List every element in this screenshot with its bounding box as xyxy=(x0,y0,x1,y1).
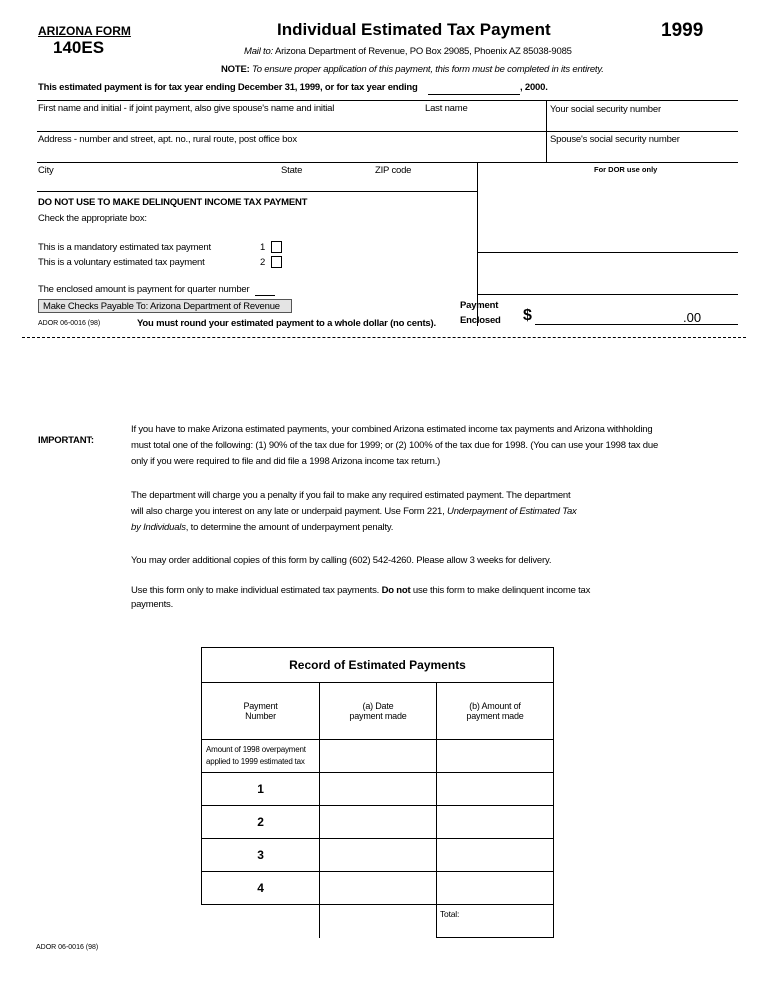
para4-line-1 xyxy=(131,583,590,599)
payment-label-1: Payment xyxy=(460,300,499,311)
dollar-sign: $ xyxy=(523,307,532,324)
rule-vertical-ssn xyxy=(546,100,547,162)
table-row xyxy=(202,839,554,872)
amount-cell[interactable] xyxy=(437,773,554,806)
note-label: NOTE: xyxy=(221,64,250,75)
payment-number: 4 xyxy=(202,872,320,905)
amount-cell[interactable] xyxy=(437,839,554,872)
col-header-payment xyxy=(202,683,320,740)
para2-line-1: The department will charge you a penalty if you fail to make any required estimated payment. The department xyxy=(131,490,571,501)
date-cell[interactable] xyxy=(320,872,437,905)
mail-to-line xyxy=(244,46,572,57)
para2-line-2a: will also charge you interest on any late or underpaid payment. Use Form 221, xyxy=(131,506,445,517)
form-221-title: Underpayment of Estimated Tax xyxy=(447,506,577,517)
col-header-date xyxy=(320,683,437,740)
state-label: State xyxy=(281,165,303,176)
check-box-label: Check the appropriate box: xyxy=(38,213,147,224)
payment-label-2: Enclosed xyxy=(460,315,501,326)
mandatory-checkbox[interactable] xyxy=(271,241,282,253)
mandatory-label: This is a mandatory estimated tax payment xyxy=(38,242,211,253)
zip-label: ZIP code xyxy=(375,165,412,176)
col-date-line-1: (a) Date xyxy=(362,701,394,711)
date-cell[interactable] xyxy=(320,773,437,806)
tax-year-suffix: , 2000. xyxy=(520,82,548,93)
instructions-paragraph-1 xyxy=(131,422,658,470)
amount-cell[interactable] xyxy=(437,872,554,905)
para4-line-1a: Use this form only to make individual estimated tax payments. xyxy=(131,585,380,596)
para1-line-3: only if you were required to file and did file a 1998 Arizona income tax return.) xyxy=(131,456,441,467)
payment-number: 1 xyxy=(202,773,320,806)
form-number: 140ES xyxy=(53,38,105,57)
date-cell[interactable] xyxy=(320,839,437,872)
para2-line-3b: , to determine the amount of underpayment penalty. xyxy=(185,522,394,533)
para4-line-1c: use this form to make delinquent income tax xyxy=(412,585,591,596)
record-title: Record of Estimated Payments xyxy=(202,648,554,683)
delinquent-heading: DO NOT USE TO MAKE DELINQUENT INCOME TAX PAYMENT xyxy=(38,197,308,208)
record-table xyxy=(201,647,554,938)
table-row xyxy=(202,806,554,839)
col-payment-line-1: Payment xyxy=(243,701,278,711)
voluntary-label: This is a voluntary estimated tax payment xyxy=(38,257,205,268)
payment-number: 3 xyxy=(202,839,320,872)
cents-label: .00 xyxy=(683,310,702,325)
form-year: 1999 xyxy=(661,20,704,41)
quarter-field[interactable] xyxy=(255,295,275,296)
table-row xyxy=(202,773,554,806)
instructions-paragraph-3: You may order additional copies of this form by calling (602) 542-4260. Please allow 3 weeks for delivery. xyxy=(131,555,552,566)
first-name-label: First name and initial - if joint payment, also give spouse's name and initial xyxy=(38,103,335,114)
overpay-line-1: Amount of 1998 overpayment xyxy=(206,745,306,754)
rule-city xyxy=(37,191,477,192)
footer-code: ADOR 06-0016 (98) xyxy=(36,944,99,951)
para2-line-2 xyxy=(131,504,577,520)
form-221-title-cont: by Individuals xyxy=(131,522,186,533)
col-amount-line-1: (b) Amount of xyxy=(469,701,521,711)
overpayment-date-cell[interactable] xyxy=(320,740,437,773)
ssn-label: Your social security number xyxy=(550,104,661,115)
rule-dor-2 xyxy=(477,294,738,295)
col-payment-line-2: Number xyxy=(245,711,276,721)
total-cell[interactable] xyxy=(437,905,554,938)
form-label: ARIZONA FORM xyxy=(38,24,131,38)
col-header-amount xyxy=(437,683,554,740)
total-spacer-2 xyxy=(320,905,437,938)
col-date-line-2: payment made xyxy=(349,711,407,721)
note-line xyxy=(221,64,604,75)
tax-year-prefix: This estimated payment is for tax year ending December 31, 1999, or for tax year ending xyxy=(38,82,418,93)
para4-line-2: payments. xyxy=(131,599,174,610)
last-name-label: Last name xyxy=(425,103,468,114)
table-row xyxy=(202,872,554,905)
date-cell[interactable] xyxy=(320,806,437,839)
instructions-paragraph-4 xyxy=(131,583,590,613)
amount-cell[interactable] xyxy=(437,806,554,839)
payable-box: Make Checks Payable To: Arizona Department of Revenue xyxy=(38,299,292,313)
instructions-paragraph-2 xyxy=(131,488,577,536)
spouse-ssn-label: Spouse's social security number xyxy=(550,134,680,145)
cut-line xyxy=(22,337,746,338)
ador-code: ADOR 06-0016 (98) xyxy=(38,320,101,327)
para2-line-3 xyxy=(131,520,577,536)
para1-line-2: must total one of the following: (1) 90% of the tax due for 1999; or (2) 100% of the tax due for 1998. (You can use your 1998 tax due xyxy=(131,440,659,451)
para1-line-1: If you have to make Arizona estimated payments, your combined Arizona estimated income tax payments and Arizona withholding xyxy=(131,424,653,435)
payment-number: 2 xyxy=(202,806,320,839)
round-note: You must round your estimated payment to a whole dollar (no cents). xyxy=(137,318,436,329)
quarter-label: The enclosed amount is payment for quarter number xyxy=(38,284,250,295)
do-not-emphasis: Do not xyxy=(381,585,411,596)
note-text: To ensure proper application of this payment, this form must be completed in its entirety. xyxy=(252,64,604,75)
mail-to-address: Arizona Department of Revenue, PO Box 29085, Phoenix AZ 85038-9085 xyxy=(274,46,572,57)
payment-amount-field[interactable] xyxy=(535,324,738,325)
dor-use-label: For DOR use only xyxy=(594,165,658,174)
total-spacer xyxy=(202,905,320,938)
overpayment-label xyxy=(202,740,320,773)
mandatory-number: 1 xyxy=(260,242,266,253)
rule-dor-1 xyxy=(477,252,738,253)
total-label: Total: xyxy=(440,909,460,919)
tax-year-ending-field[interactable] xyxy=(428,94,520,95)
voluntary-checkbox[interactable] xyxy=(271,256,282,268)
page-title: Individual Estimated Tax Payment xyxy=(277,20,551,39)
address-label: Address - number and street, apt. no., rural route, post office box xyxy=(38,134,297,145)
overpayment-amount-cell[interactable] xyxy=(437,740,554,773)
overpay-line-2: applied to 1999 estimated tax xyxy=(206,757,305,766)
rule-top xyxy=(37,100,738,101)
voluntary-number: 2 xyxy=(260,257,266,268)
important-label: IMPORTANT: xyxy=(38,435,94,446)
mail-to-label: Mail to: xyxy=(244,46,274,57)
col-amount-line-2: payment made xyxy=(466,711,524,721)
rule-address xyxy=(37,162,738,163)
rule-name xyxy=(37,131,738,132)
city-label: City xyxy=(38,165,54,176)
